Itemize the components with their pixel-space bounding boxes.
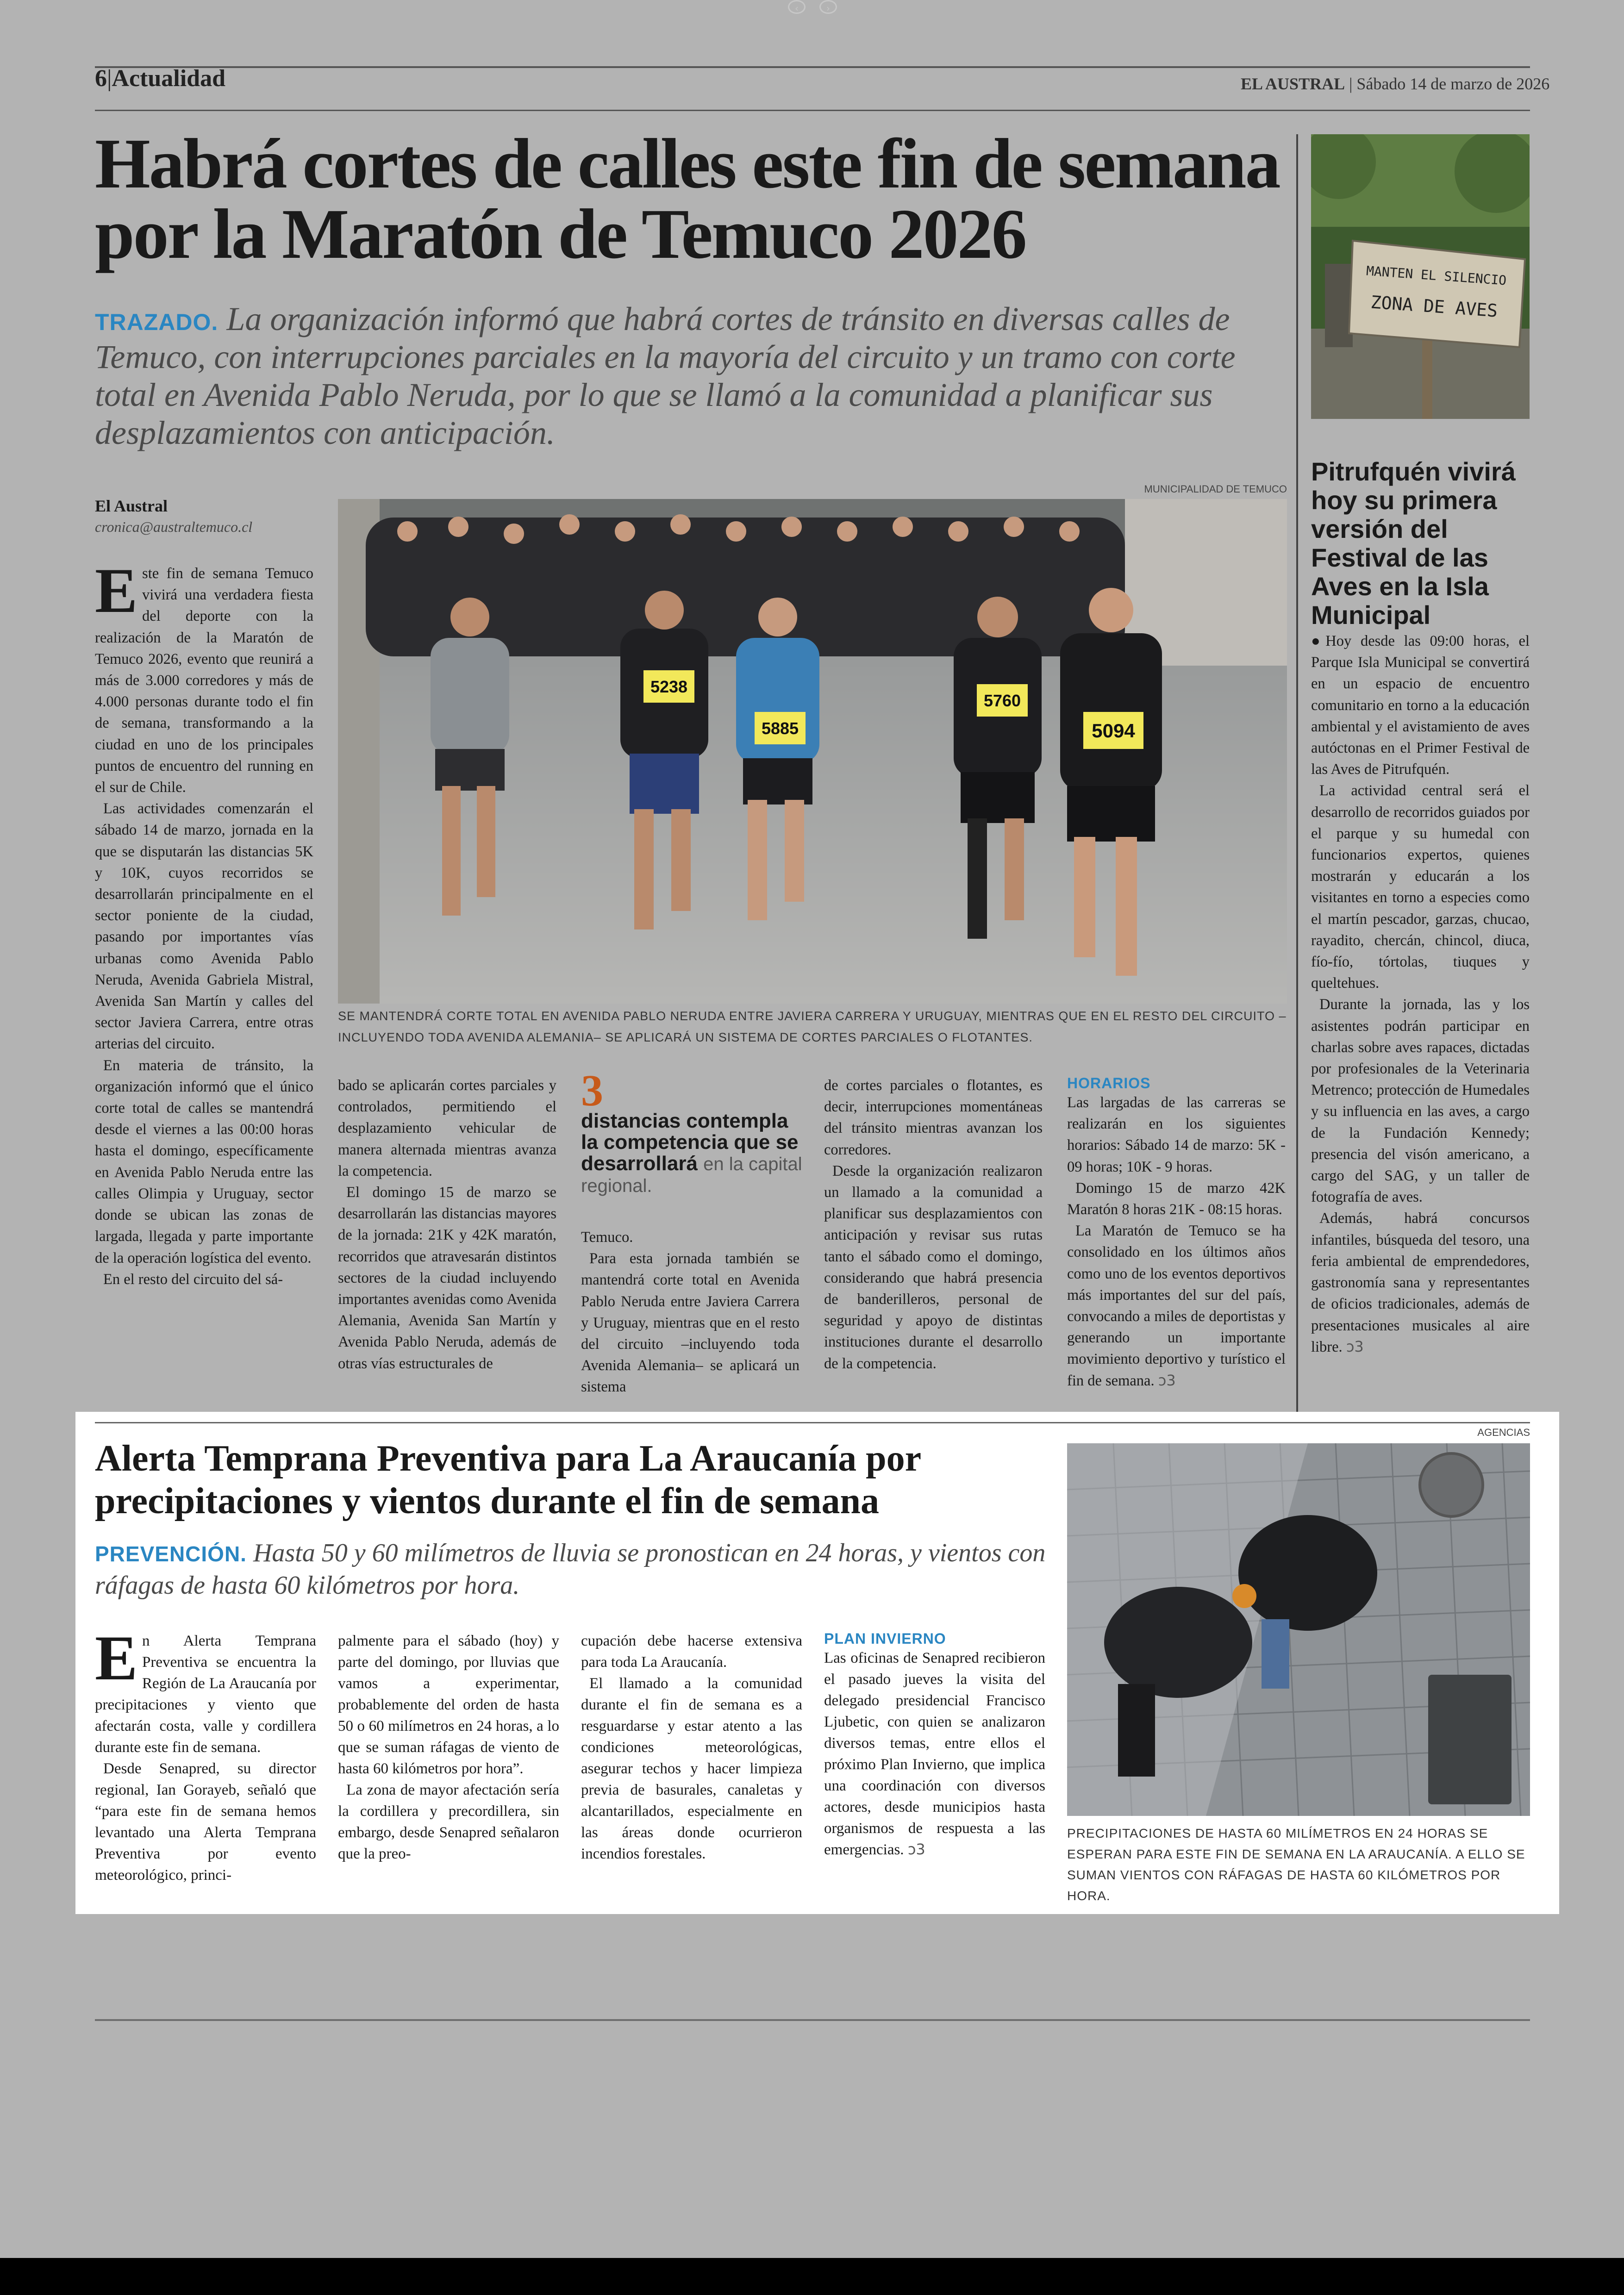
end-mark-icon: ↄ3	[907, 1840, 925, 1858]
paragraph-text: Las oficinas de Senapred recibieron el pasado jueves la visita del delegado presidencial Francisco Ljubetic, con quien se analizaron diversos temas, entre ellos el próximo Plan Invierno, que implica una coordinación con diversos actores, desde municipios hasta organismos de respuesta a las emergencias.	[824, 1650, 1045, 1858]
paragraph: bado se aplicarán cortes parciales y controlados, permitiendo el desplazamiento vehicular de manera alternada mientras avanza la competencia.	[338, 1077, 556, 1179]
paragraph: La zona de mayor afectación sería la cordillera y precordillera, sin embargo, desde Senapred señalaron que la preo-	[338, 1782, 559, 1862]
dropcap: E	[95, 1622, 138, 1693]
deck-kicker: TRAZADO.	[95, 309, 219, 335]
paragraph: Desde la organización realizaron un llamado a la comunidad a planificar sus desplazamientos con anticipación y revisar sus rutas tanto el sábado como el domingo, considerando que habrá presencia de banderilleros, personal de seguridad y apoyo de distintas instituciones durante el desarrollo de la competencia.	[824, 1162, 1043, 1372]
rain-photo-caption: PRECIPITACIONES DE HASTA 60 MILÍMETROS EN 24 HORAS SE ESPERAN PARA ESTE FIN DE SEMANA EN LA ARAUCANÍA. A ELLO SE SUMAN VIENTOS CON RÁFAGAS DE HASTA 60 KILÓMETROS POR HORA.	[1067, 1826, 1525, 1903]
paragraph: En el resto del circuito del sá-	[103, 1271, 283, 1288]
paragraph: Desde Senapred, su director regional, Ian Gorayeb, señaló que “para este fin de semana hemos levantado una Alerta Temprana Preventiva por evento meteorológico, princi-	[95, 1760, 316, 1883]
header-top-rule	[95, 66, 1530, 68]
second-article-rule	[95, 1422, 1530, 1423]
sign-line-1: MANTEN EL SILENCIO	[1366, 263, 1507, 288]
second-col-4	[824, 1630, 1045, 1860]
rain-photo	[1067, 1443, 1530, 1816]
deck-text: La organización informó que habrá cortes de tránsito en diversas calles de Temuco, con interrupciones parciales en la mayoría del circuito y un tramo con corte total en Avenida Pablo Neruda, por lo que se llamó a la comunidad a planificar sus desplazamientos con anticipación.	[95, 300, 1236, 451]
bib-5760: 5760	[983, 691, 1021, 710]
second-photo-credit: AGENCIAS	[1477, 1427, 1530, 1438]
subhead-horarios: HORARIOS	[1067, 1075, 1151, 1091]
pullquote	[581, 1065, 803, 1197]
paragraph: Durante la jornada, las y los asistentes podrán participar en charlas sobre aves rapaces, dictadas por profesionales de la Veterinaria Metrenco; protección de Humedales y su influencia en las aves, a cargo de la Fundación Kennedy; presencia del visón americano, a cargo del SAG, y un taller de fotografía de aves.	[1311, 996, 1530, 1206]
subhead-plan-invierno: PLAN INVIERNO	[824, 1630, 946, 1647]
end-mark-icon: ↄ3	[1346, 1337, 1364, 1355]
sign-line-2: ZONA DE AVES	[1370, 292, 1499, 321]
byline-email: cronica@australtemuco.cl	[95, 518, 253, 535]
main-photo-credit: MUNICIPALIDAD DE TEMUCO	[1144, 483, 1287, 495]
page-bottom-rule	[95, 2019, 1530, 2021]
paragraph: Domingo 15 de marzo 42K Maratón 8 horas 21K - 08:15 horas.	[1067, 1179, 1286, 1218]
paragraph: Para esta jornada también se mantendrá corte total en Avenida Pablo Neruda entre Javiera Carrera y Uruguay, mientras que en el resto del circuito –incluyendo toda Avenida Alemania– se aplicará un sistema	[581, 1250, 800, 1396]
sidebar-headline: Pitrufquén vivirá hoy su primera versión del Festival de las Aves en la Isla Municipal	[1311, 457, 1516, 630]
main-headline: Habrá cortes de calles este fin de semana por la Maratón de Temuco 2026	[95, 125, 1280, 274]
paragraph	[824, 1647, 1045, 1860]
paragraph: La actividad central será el desarrollo de recorridos guiados por el parque y su humedal con funcionarios expertos, quienes mostrarán y educarán a los visitantes en torno a especies como el martín pescador, garzas, chucao, rayadito, chercán, chincol, diuca, fío-fío, tórtolas, tiuques y queltehues.	[1311, 782, 1530, 992]
paragraph: Las actividades comenzarán el sábado 14 de marzo, jornada en la que se disputarán las distancias 5K y 10K, cuyos recorridos se desarrollarán principalmente en el sector poniente de la ciudad, pasando por importantes vías urbanas como Avenida Pablo Neruda, Avenida Gabriela Mistral, Avenida San Martín y calles del sector Javiera Carrera, entre otras arterias del circuito.	[95, 800, 313, 1053]
paragraph: El domingo 15 de marzo se desarrollarán las distancias mayores de la jornada: 21K y 42K maratón, recorridos que atravesarán distintos sectores de la ciudad incluyendo importantes avenidas como Avenida Alemania, Avenida San Martín y Avenida Pablo Neruda, además de otras vías estructurales de	[338, 1184, 556, 1372]
main-col-1	[95, 555, 313, 1290]
bib-5885: 5885	[761, 719, 799, 738]
issue-date: Sábado 14 de marzo de 2026	[1356, 75, 1550, 93]
prev-page-icon[interactable]: ‹	[788, 0, 806, 14]
deck-text: Hasta 50 y 60 milímetros de lluvia se pronostican en 24 horas, y vientos con ráfagas de hasta 60 kilómetros por hora.	[95, 1539, 1046, 1600]
paragraph: Las largadas de las carreras se realizarán en los siguientes horarios: Sábado 14 de marzo: 5K - 09 horas; 10K - 9 horas.	[1067, 1094, 1286, 1175]
main-col-3	[581, 1227, 800, 1398]
pullquote-rest: en la capital regional.	[581, 1154, 802, 1196]
dropcap: E	[95, 555, 138, 626]
page-nav	[782, 0, 843, 15]
main-col-4	[824, 1075, 1043, 1374]
paragraph: ste fin de semana Temuco vivirá una verdadera fiesta del deporte con la realización de la Maratón de Temuco 2026, evento que reunirá a más de 3.000 corredores y más de 4.000 personas durante todo el fin de semana, transformando a la ciudad en uno de los principales puntos de encuentro del running en el sur de Chile.	[95, 565, 313, 796]
byline: El Austral	[95, 497, 168, 515]
bib-5094: 5094	[1092, 720, 1135, 742]
paragraph: ●Hoy desde las 09:00 horas, el Parque Isla Municipal se convertirá en un espacio de encuentro comunitario en torno a la educación ambiental y el avistamiento de aves autóctonas en el Primer Festival de las Aves de Pitrufquén.	[1311, 633, 1530, 778]
paragraph	[1311, 1208, 1530, 1357]
paragraph: palmente para el sábado (hoy) y parte del domingo, por lluvias que vamos a experimentar, probablemente del orden de hasta 50 o 60 milímetros en 24 horas, a lo que se suman ráfagas de viento de hasta 60 kilómetros por hora”.	[338, 1633, 559, 1777]
deck-kicker: PREVENCIÓN.	[95, 1542, 247, 1566]
second-deck	[95, 1537, 1062, 1602]
main-photo-caption: SE MANTENDRÁ CORTE TOTAL EN AVENIDA PABLO NERUDA ENTRE JAVIERA CARRERA Y URUGUAY, MIENTRAS QUE EN EL RESTO DEL CIRCUITO –INCLUYENDO TODA AVENIDA ALEMANIA– SE APLICARÁ UN SISTEMA DE CORTES PARCIALES O FLOTANTES.	[338, 1009, 1287, 1044]
pullquote-text: distancias contempla la competencia que se desarrollará	[581, 1110, 799, 1175]
page-header: 6|Actualidad	[95, 65, 226, 92]
bib-5238: 5238	[650, 677, 688, 696]
main-deck	[95, 300, 1280, 452]
paragraph: n Alerta Temprana Preventiva se encuentra la Región de La Araucanía por precipitaciones y viento que afectarán costa, valle y cordillera durante este fin de semana.	[95, 1633, 316, 1756]
pullquote-number: 3	[581, 1066, 603, 1115]
sidebar-photo	[1311, 134, 1530, 419]
second-headline: Alerta Temprana Preventiva para La Araucanía por precipitaciones y vientos durante el fin de semana	[95, 1438, 921, 1522]
paragraph-text: La Maratón de Temuco se ha consolidado en los últimos años como uno de los eventos deportivos más importantes del sur del país, convocando a miles de deportistas y generando un importante movimiento deportivo y turístico el fin de semana.	[1067, 1222, 1286, 1389]
paragraph: de cortes parciales o flotantes, es decir, interrupciones momentáneas del tránsito mientras avanzan los corredores.	[824, 1077, 1043, 1158]
viewer-bottom-bar	[0, 2258, 1624, 2295]
sidebar-body	[1311, 630, 1530, 1358]
header-bottom-rule	[95, 110, 1530, 111]
paragraph: El llamado a la comunidad durante el fin de semana es a resguardarse y estar atento a las condiciones meteorológicas, asegurar techos y hacer limpieza previa de basurales, canaletas y alcantarillados, especialmente en las áreas donde ocurrieron incendios forestales.	[581, 1675, 802, 1862]
publication-name: EL AUSTRAL	[1241, 75, 1345, 93]
second-col-2	[338, 1630, 559, 1865]
sidebar-divider	[1296, 134, 1298, 1416]
paragraph-text: Además, habrá concursos infantiles, búsqueda del tesoro, una feria ambiental de emprendedores, gastronomía sana y representantes de oficios tradicionales, además de presentaciones musicales al aire libre.	[1311, 1210, 1530, 1355]
page-number: 6	[95, 65, 107, 92]
paragraph: Temuco.	[581, 1229, 633, 1246]
issue-info: EL AUSTRAL | Sábado 14 de marzo de 2026	[1241, 75, 1550, 93]
next-page-icon[interactable]: ›	[819, 0, 837, 14]
paragraph	[1067, 1220, 1286, 1391]
main-col-5	[1067, 1075, 1286, 1391]
main-photo	[338, 499, 1287, 1004]
end-mark-icon: ↄ3	[1158, 1371, 1176, 1389]
section-name: Actualidad	[112, 65, 226, 92]
paragraph: cupación debe hacerse extensiva para toda La Araucanía.	[581, 1633, 802, 1671]
main-col-2	[338, 1075, 556, 1374]
paragraph: En materia de tránsito, la organización informó que el único corte total de calles se mantendrá desde el viernes a las 00:00 horas hasta el domingo, específicamente en Avenida Pablo Neruda entre las calles Olimpia y Uruguay, sector donde se ubican las zonas de largada, llegada y parte importante de la operación logística del evento.	[95, 1057, 313, 1266]
second-col-1	[95, 1622, 316, 1886]
second-col-3	[581, 1630, 802, 1865]
